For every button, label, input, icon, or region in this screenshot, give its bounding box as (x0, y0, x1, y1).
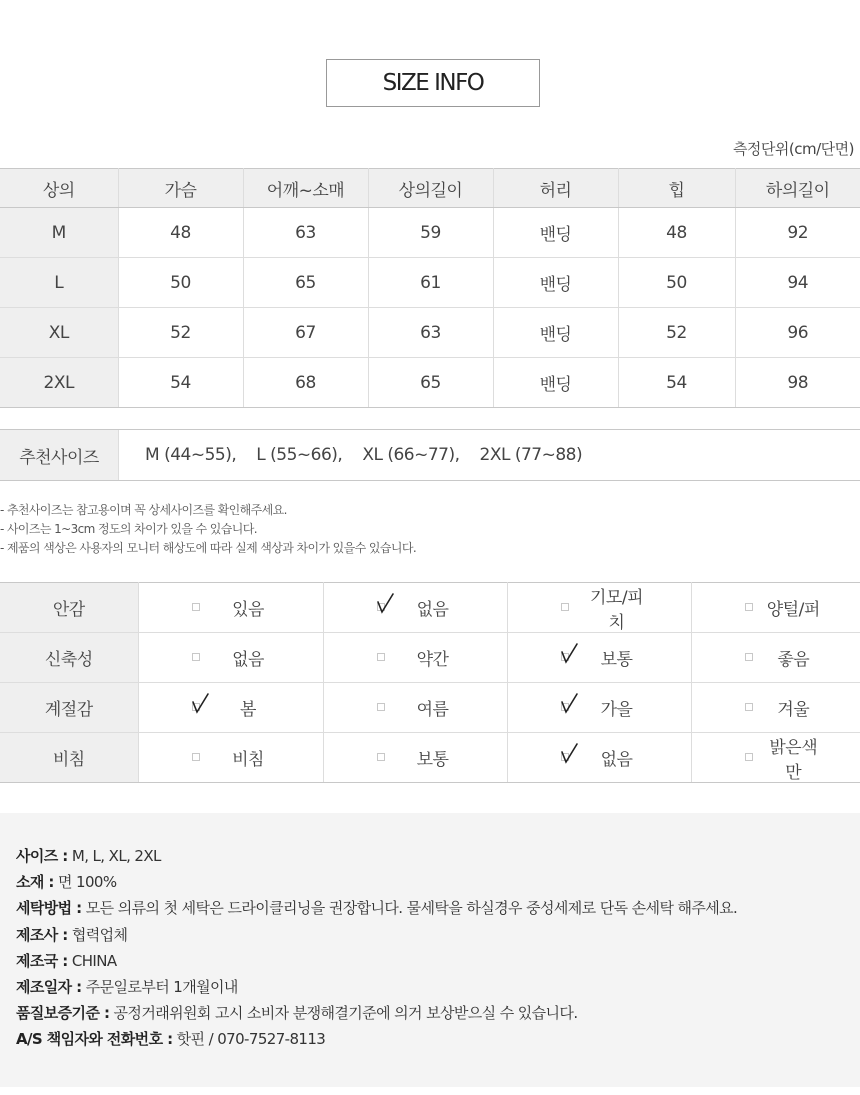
option-wrapper (139, 733, 323, 782)
info-value: 공정거래위원회 고시 소비자 분쟁해결기준에 의거 보상받으실 수 있습니다. (113, 1004, 578, 1023)
table-cell: 52 (618, 308, 735, 358)
size-label: 2XL (0, 358, 118, 408)
attribute-option (691, 733, 860, 783)
info-value: 면 100% (57, 873, 117, 892)
attribute-option (691, 633, 860, 683)
page-title: SIZE INFO (326, 59, 540, 107)
attribute-row (0, 683, 860, 733)
info-label: 소재 : (16, 873, 54, 892)
option-label: 좋음 (777, 650, 810, 670)
attribute-row (0, 733, 860, 783)
attribute-table (0, 582, 860, 783)
header-cell: 상의길이 (368, 169, 493, 208)
option-label: 약간 (416, 650, 449, 670)
checkmark-icon (560, 692, 580, 716)
attribute-option (691, 583, 860, 633)
option-label: 봄 (240, 700, 256, 720)
product-info-line (16, 948, 737, 974)
product-info-line (16, 869, 737, 895)
table-cell: 94 (735, 258, 860, 308)
table-cell: 48 (118, 208, 243, 258)
option-wrapper (324, 683, 507, 732)
table-row (0, 208, 860, 258)
option-wrapper (508, 633, 691, 682)
option-label: 없음 (416, 600, 449, 620)
recommended-size-value: XL (66~77), (362, 445, 460, 465)
table-cell: 96 (735, 308, 860, 358)
size-label: XL (0, 308, 118, 358)
option-label: 있음 (232, 600, 264, 620)
recommended-size-value: 2XL (77~88) (479, 445, 583, 465)
option-wrapper (692, 633, 860, 682)
info-value: 주문일로부터 1개월이내 (85, 977, 238, 996)
product-info-list (16, 843, 737, 1053)
attribute-option (507, 733, 691, 783)
table-cell: 61 (368, 258, 493, 308)
product-info-line (16, 1026, 737, 1052)
size-label: L (0, 258, 118, 308)
table-cell: 92 (735, 208, 860, 258)
checkbox[interactable] (192, 753, 200, 761)
unit-note: 측정단위(cm/단면) (732, 140, 854, 158)
recommended-size-value: L (55~66), (256, 445, 343, 465)
info-value: 핫핀 / 070-7527-8113 (176, 1030, 326, 1049)
table-cell: 밴딩 (493, 358, 618, 408)
recommended-size-values (119, 430, 602, 480)
table-cell: 98 (735, 358, 860, 408)
table-row (0, 358, 860, 408)
info-label: 제조일자 : (16, 977, 82, 996)
option-wrapper (139, 683, 323, 732)
option-wrapper (324, 583, 507, 632)
attribute-option (323, 733, 507, 783)
checkmark-icon (376, 592, 396, 616)
header-cell: 힙 (618, 169, 735, 208)
table-cell: 68 (243, 358, 368, 408)
option-wrapper (139, 633, 323, 682)
info-label: 품질보증기준 : (16, 1004, 110, 1023)
attribute-option (138, 683, 323, 733)
table-cell: 67 (243, 308, 368, 358)
checkbox[interactable] (192, 603, 200, 611)
table-cell: 48 (618, 208, 735, 258)
option-label: 여름 (416, 700, 449, 720)
table-cell: 밴딩 (493, 258, 618, 308)
table-cell: 밴딩 (493, 208, 618, 258)
attribute-row (0, 583, 860, 633)
option-wrapper (508, 683, 691, 732)
product-info-line (16, 895, 737, 921)
header-cell: 어깨~소매 (243, 169, 368, 208)
info-label: 제조사 : (16, 925, 68, 944)
option-label: 양털/퍼 (766, 600, 820, 620)
checkbox[interactable] (561, 603, 569, 611)
option-wrapper (324, 733, 507, 782)
option-label: 겨울 (777, 700, 810, 720)
table-row (0, 308, 860, 358)
size-table (0, 168, 860, 408)
checkmark-icon (560, 742, 580, 766)
option-wrapper (692, 733, 860, 782)
option-label: 기모/피치 (590, 587, 643, 633)
option-wrapper (508, 733, 691, 782)
size-label: M (0, 208, 118, 258)
size-table-header (0, 169, 860, 208)
checkmark-icon (560, 642, 580, 666)
table-row (0, 258, 860, 308)
recommended-size-value: M (44~55), (145, 445, 237, 465)
table-cell: 54 (618, 358, 735, 408)
info-label: 제조국 : (16, 951, 68, 970)
note-line: - 사이즈는 1~3cm 정도의 차이가 있을 수 있습니다. (0, 522, 257, 536)
attribute-option (323, 683, 507, 733)
header-cell: 상의 (0, 169, 118, 208)
product-info-panel (0, 813, 860, 1087)
option-label: 보통 (600, 650, 633, 670)
attribute-option (138, 583, 323, 633)
option-wrapper (139, 583, 323, 632)
checkbox[interactable] (745, 653, 753, 661)
table-cell: 65 (243, 258, 368, 308)
size-notes (0, 501, 416, 558)
table-cell: 65 (368, 358, 493, 408)
product-info-line (16, 843, 737, 869)
table-cell: 50 (618, 258, 735, 308)
recommended-size-label: 추천사이즈 (0, 430, 119, 480)
attribute-label: 계절감 (0, 683, 138, 733)
table-cell: 50 (118, 258, 243, 308)
product-info-line (16, 922, 737, 948)
attribute-option (138, 733, 323, 783)
checkbox[interactable] (745, 603, 753, 611)
attribute-option (691, 683, 860, 733)
attribute-option (507, 583, 691, 633)
product-info-line (16, 1000, 737, 1026)
option-label: 없음 (600, 750, 633, 770)
table-cell: 59 (368, 208, 493, 258)
info-value: M, L, XL, 2XL (71, 847, 161, 865)
table-cell: 52 (118, 308, 243, 358)
checkbox[interactable] (192, 653, 200, 661)
option-label: 밝은색만 (769, 737, 818, 783)
option-wrapper (692, 683, 860, 732)
option-label: 가을 (600, 700, 633, 720)
checkbox[interactable] (745, 703, 753, 711)
option-label: 없음 (232, 650, 264, 670)
attribute-option (323, 633, 507, 683)
attribute-row (0, 633, 860, 683)
option-wrapper (324, 633, 507, 682)
option-wrapper (508, 583, 691, 632)
info-value: 모든 의류의 첫 세탁은 드라이클리닝을 권장합니다. 물세탁을 하실경우 중성세제로 단독 손세탁 해주세요. (85, 899, 738, 918)
checkbox[interactable] (377, 753, 385, 761)
info-label: 세탁방법 : (16, 899, 82, 918)
info-value: 협력업체 (71, 925, 128, 944)
table-cell: 밴딩 (493, 308, 618, 358)
checkmark-icon (191, 692, 211, 716)
note-line: - 제품의 색상은 사용자의 모니터 해상도에 따라 실제 색상과 차이가 있을수 있습니다. (0, 541, 417, 555)
checkbox[interactable] (377, 653, 385, 661)
attribute-option (507, 683, 691, 733)
header-cell: 하의길이 (735, 169, 860, 208)
header-cell: 가슴 (118, 169, 243, 208)
table-cell: 63 (243, 208, 368, 258)
checkbox[interactable] (377, 703, 385, 711)
header-cell: 허리 (493, 169, 618, 208)
option-wrapper (692, 583, 860, 632)
info-label: 사이즈 : (16, 847, 68, 865)
recommended-size-row (0, 429, 860, 481)
attribute-option (323, 583, 507, 633)
checkbox[interactable] (745, 753, 753, 761)
option-label: 비침 (232, 750, 264, 770)
attribute-label: 비침 (0, 733, 138, 783)
product-info-line (16, 974, 737, 1000)
info-label: A/S 책임자와 전화번호 : (16, 1030, 173, 1049)
table-cell: 54 (118, 358, 243, 408)
attribute-label: 신축성 (0, 633, 138, 683)
info-value: CHINA (71, 951, 117, 970)
attribute-label: 안감 (0, 583, 138, 633)
attribute-option (138, 633, 323, 683)
option-label: 보통 (416, 750, 449, 770)
note-line: - 추천사이즈는 참고용이며 꼭 상세사이즈를 확인해주세요. (0, 503, 287, 517)
attribute-option (507, 633, 691, 683)
table-cell: 63 (368, 308, 493, 358)
